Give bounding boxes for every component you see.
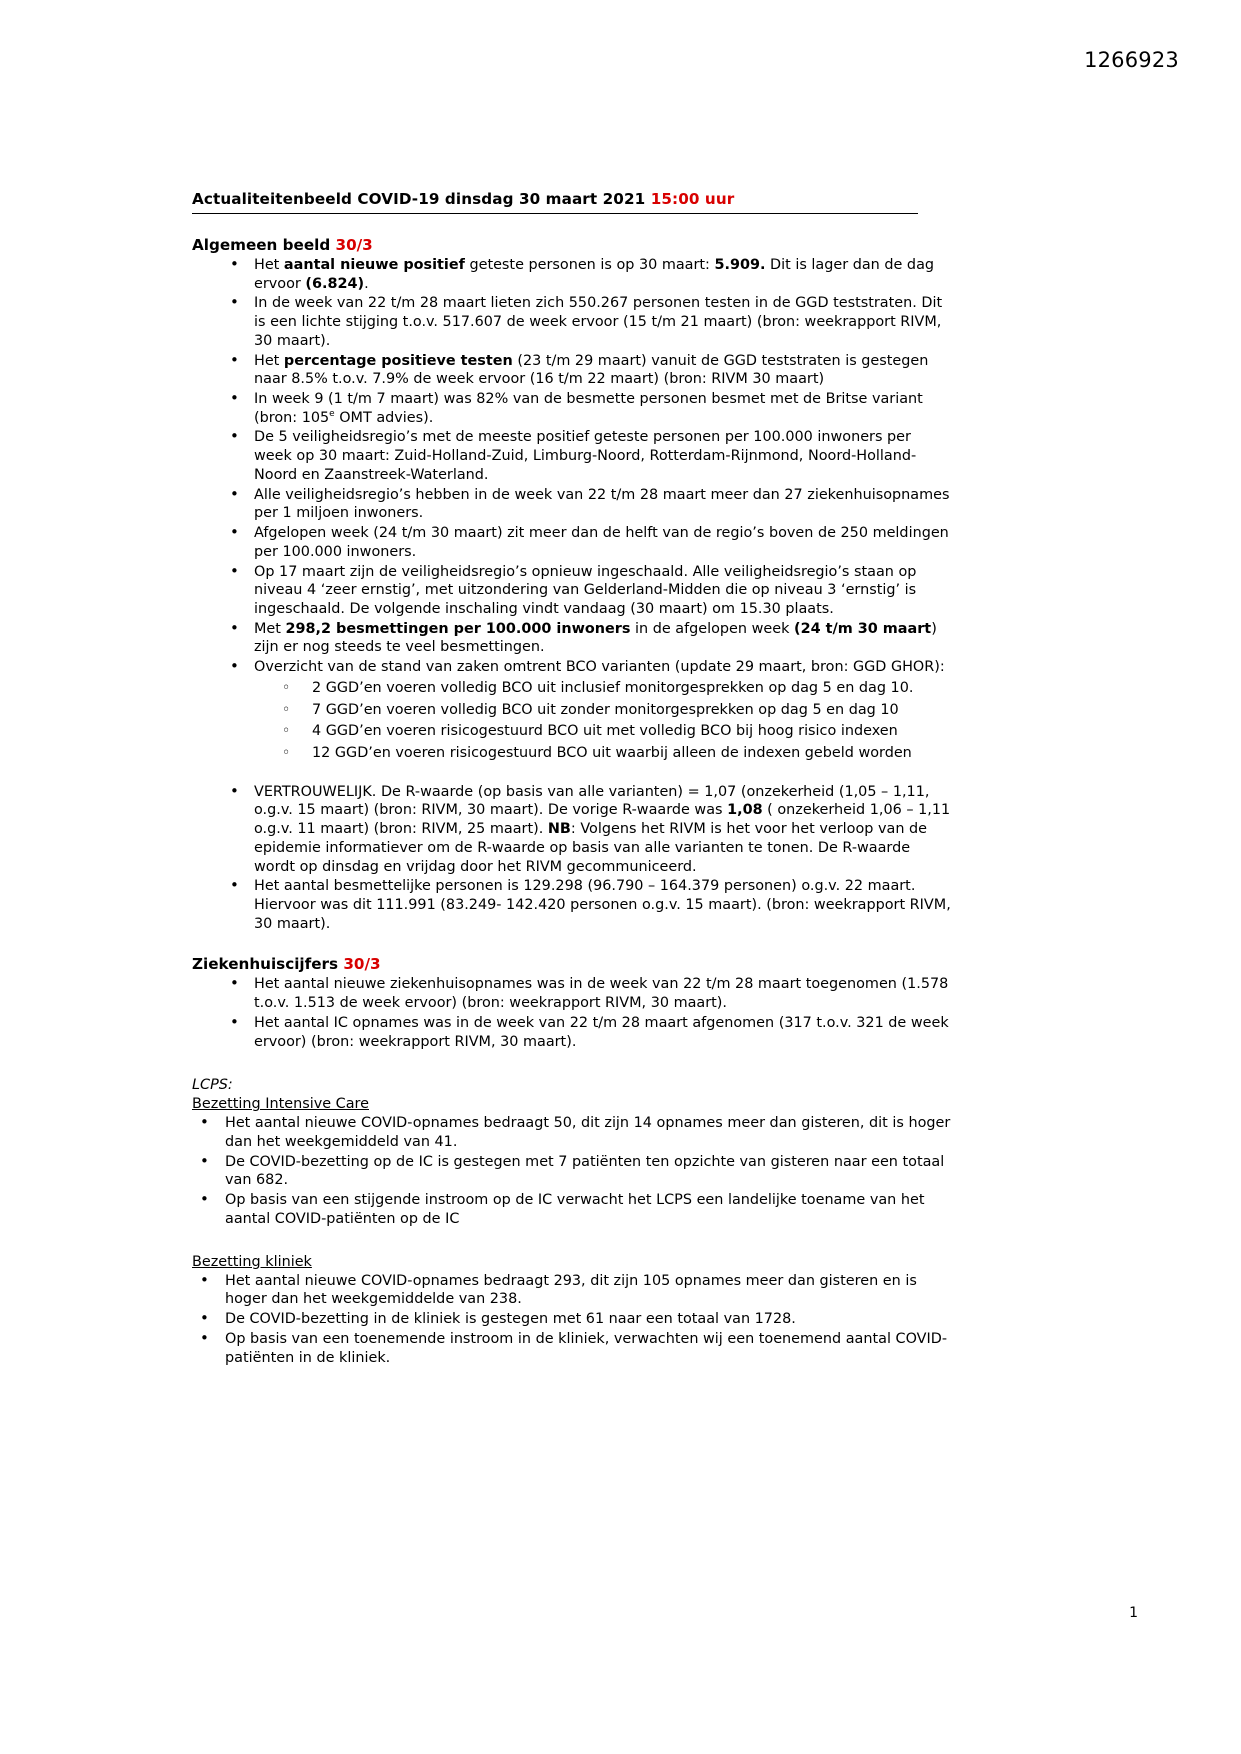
list-item-text <box>254 1015 949 1050</box>
list-item <box>192 1114 952 1151</box>
sub-list-item: ◦ 12 GGD’en voeren risicogestuurd BCO uit waarbij alleen de indexen gebeld worden <box>254 744 952 763</box>
lcps-ic-block <box>192 1093 952 1228</box>
list-item <box>192 1153 952 1190</box>
text-run: De COVID-bezetting in de kliniek is gestegen met 61 naar een totaal van 1728. <box>225 1311 796 1328</box>
list-item-text <box>225 1192 924 1227</box>
emphasis-text: (24 t/m 30 maart <box>794 620 932 637</box>
document-body <box>192 190 952 1368</box>
list-item <box>192 1191 952 1228</box>
text-run: Afgelopen week (24 t/m 30 maart) zit meer dan de helft van de regio’s boven de 250 meldingen per 100.000 inwoners. <box>254 525 949 560</box>
list-item <box>192 1330 952 1367</box>
list-item <box>192 975 952 1012</box>
text-run: OMT advies). <box>334 409 434 426</box>
section-heading-ziekenhuis <box>192 955 952 973</box>
list-item-text <box>254 295 942 348</box>
list-item-text <box>254 525 949 560</box>
list-item <box>192 1310 952 1329</box>
text-run: Het aantal besmettelijke personen is 129.298 (96.790 – 164.379 personen) o.g.v. 22 maart. Hiervoor was dit 111.991 (83.249- 142.420 personen o.g.v. 15 maart). (bron: weekrapport RIVM, 30 maart). <box>254 878 951 932</box>
text-run: geteste personen is op 30 maart: <box>464 257 715 273</box>
lcps-kliniek-bullet-list <box>192 1272 952 1368</box>
list-item-text <box>254 564 916 617</box>
text-run: Het <box>254 257 284 273</box>
list-item <box>192 390 952 427</box>
text-run: ) zijn er nog steeds te veel besmettingen. <box>254 620 937 656</box>
text-run: (23 t/m 29 maart) vanuit de GGD teststraten is gestegen naar 8.5% t.o.v. 7.9% de week ervoor (16 t/m 22 maart) (bron: RIVM 30 maart) <box>254 352 929 388</box>
list-item-text <box>254 976 948 1011</box>
text-run: : Volgens het RIVM is het voor het verloop van de epidemie informatiever om de R-waarde op basis van alle varianten te tonen. De R-waarde wordt op dinsdag en vrijdag door het RIVM gecommuniceerd. <box>254 821 927 875</box>
emphasis-text: 1,08 <box>727 802 763 819</box>
document-title <box>192 190 918 214</box>
list-item-text <box>254 353 928 388</box>
text-run: De COVID-bezetting op de IC is gestegen met 7 patiënten ten opzichte van gisteren naar een totaal van 682. <box>225 1153 945 1189</box>
list-item <box>192 658 952 763</box>
list-item-text <box>254 429 916 482</box>
list-item <box>192 524 952 561</box>
text-run: In week 9 (1 t/m 7 maart) was 82% van de besmette personen besmet met de Britse variant (bron: 105 <box>254 391 923 426</box>
text-run: Op basis van een toenemende instroom in de kliniek, verwachten wij een toenemend aantal COVID-patiënten in de kliniek. <box>225 1330 948 1366</box>
emphasis-text: aantal nieuwe positief <box>283 257 465 273</box>
list-item <box>192 877 952 933</box>
list-item <box>192 294 952 350</box>
list-item-text <box>225 1115 950 1150</box>
emphasis-text: NB <box>547 821 571 838</box>
algemeen-bullet-list <box>192 256 952 933</box>
document-number: 1266923 <box>1084 48 1179 72</box>
section-heading-algemeen <box>192 236 952 254</box>
sub-list-item: ◦ 4 GGD’en voeren risicogestuurd BCO uit met volledig BCO bij hoog risico indexen <box>254 722 952 741</box>
list-item-text <box>225 1331 947 1366</box>
section-heading-algemeen-date: 30/3 <box>335 236 373 254</box>
list-item <box>192 1014 952 1051</box>
lcps-ic-heading: Bezetting Intensive Care <box>192 1096 369 1113</box>
text-run: Op 17 maart zijn de veiligheidsregio’s opnieuw ingeschaald. Alle veiligheidsregio’s staan op niveau 4 ‘zeer ernstig’, met uitzondering van Gelderland-Midden die op niveau 3 ‘ernstig’ is ingeschaald. De volgende inschaling vindt vandaag (30 maart) om 15.30 plaats. <box>254 563 917 617</box>
list-item <box>192 256 952 293</box>
list-item-text <box>254 784 950 875</box>
sub-list-item: ◦ 2 GGD’en voeren volledig BCO uit inclusief monitorgesprekken op dag 5 en dag 10. <box>254 679 952 698</box>
list-item <box>192 1272 952 1309</box>
lcps-label: LCPS: <box>192 1077 233 1094</box>
list-item-text <box>254 487 949 522</box>
text-run: Het aantal nieuwe COVID-opnames bedraagt 293, dit zijn 105 opnames meer dan gisteren en is hoger dan het weekgemiddelde van 238. <box>225 1272 917 1308</box>
text-run: Op basis van een stijgende instroom op de IC verwacht het LCPS een landelijke toename van het aantal COVID-patiënten op de IC <box>225 1192 925 1227</box>
list-item <box>192 563 952 619</box>
text-run: Alle veiligheidsregio’s hebben in de week van 22 t/m 28 maart meer dan 27 ziekenhuisopnames per 1 miljoen inwoners. <box>254 486 950 522</box>
list-item-text <box>254 878 951 931</box>
ziekenhuis-bullet-list <box>192 975 952 1051</box>
list-item <box>192 783 952 877</box>
emphasis-text: 5.909. <box>714 257 766 273</box>
text-run: VERTROUWELIJK. De R-waarde (op basis van alle varianten) = 1,07 (onzekerheid (1,05 – 1,11, o.g.v. 15 maart) (bron: RIVM, 30 maart). De vorige R-waarde was <box>254 783 930 819</box>
lcps-ic-bullet-list <box>192 1114 952 1228</box>
lcps-kliniek-heading: Bezetting kliniek <box>192 1253 312 1270</box>
emphasis-text: percentage positieve testen <box>283 352 513 369</box>
section-heading-algemeen-label: Algemeen beeld <box>192 236 336 254</box>
text-run: Het aantal nieuwe COVID-opnames bedraagt 50, dit zijn 14 opnames meer dan gisteren, dit is hoger dan het weekgemiddeld van 41. <box>225 1115 951 1151</box>
text-run: Het <box>254 352 284 369</box>
text-run: ( onzekerheid 1,06 – 1,11 o.g.v. 11 maart) (bron: RIVM, 25 maart). <box>254 802 951 838</box>
text-run: Overzicht van de stand van zaken omtrent BCO varianten (update 29 maart, bron: GGD GHOR): <box>254 659 945 676</box>
text-run: In de week van 22 t/m 28 maart lieten zich 550.267 personen testen in de GGD teststraten. Dit is een lichte stijging t.o.v. 517.607 de week ervoor (15 t/m 21 maart) (bron: weekrapport RIVM, 30 maart). <box>254 295 943 349</box>
text-run: Dit is lager dan de dag ervoor <box>254 257 935 292</box>
list-item <box>192 428 952 484</box>
sub-bullet-list <box>254 679 952 763</box>
emphasis-text: 298,2 besmettingen per 100.000 inwoners <box>285 620 631 637</box>
list-item-text <box>254 391 923 426</box>
list-item <box>192 486 952 523</box>
text-run: Het aantal IC opnames was in de week van 22 t/m 28 maart afgenomen (317 t.o.v. 321 de week ervoor) (bron: weekrapport RIVM, 30 maart). <box>254 1014 949 1050</box>
lcps-kliniek-block <box>192 1251 952 1368</box>
list-item-text <box>254 621 937 656</box>
list-item-text <box>254 659 945 675</box>
text-run: Met <box>254 620 286 637</box>
document-title-text: Actualiteitenbeeld COVID-19 dinsdag 30 maart 2021 <box>192 190 651 208</box>
list-item <box>192 352 952 389</box>
section-heading-ziekenhuis-date: 30/3 <box>343 955 381 974</box>
section-heading-ziekenhuis-label: Ziekenhuiscijfers <box>192 955 344 974</box>
text-run: in de afgelopen week <box>630 620 794 637</box>
list-item-text <box>225 1311 796 1327</box>
list-item-text <box>254 257 934 292</box>
document-title-time: 15:00 uur <box>650 190 735 208</box>
list-item-text <box>225 1273 917 1308</box>
text-run: . <box>364 275 369 292</box>
page-number: 1 <box>1129 1605 1138 1621</box>
text-run: Het aantal nieuwe ziekenhuisopnames was in de week van 22 t/m 28 maart toegenomen (1.578 t.o.v. 1.513 de week ervoor) (bron: weekrapport RIVM, 30 maart). <box>254 976 949 1012</box>
list-item <box>192 620 952 657</box>
text-run: De 5 veiligheidsregio’s met de meeste positief geteste personen per 100.000 inwoners per week op 30 maart: Zuid-Holland-Zuid, Limburg-Noord, Rotterdam-Rijnmond, Noord-Holland-Noord en Zaanstreek-Waterland. <box>254 429 917 483</box>
list-item-text <box>225 1154 944 1189</box>
superscript-text: e <box>329 408 335 419</box>
sub-list-item: ◦ 7 GGD’en voeren volledig BCO uit zonder monitorgesprekken op dag 5 en dag 10 <box>254 701 952 720</box>
emphasis-text: (6.824) <box>305 275 365 292</box>
